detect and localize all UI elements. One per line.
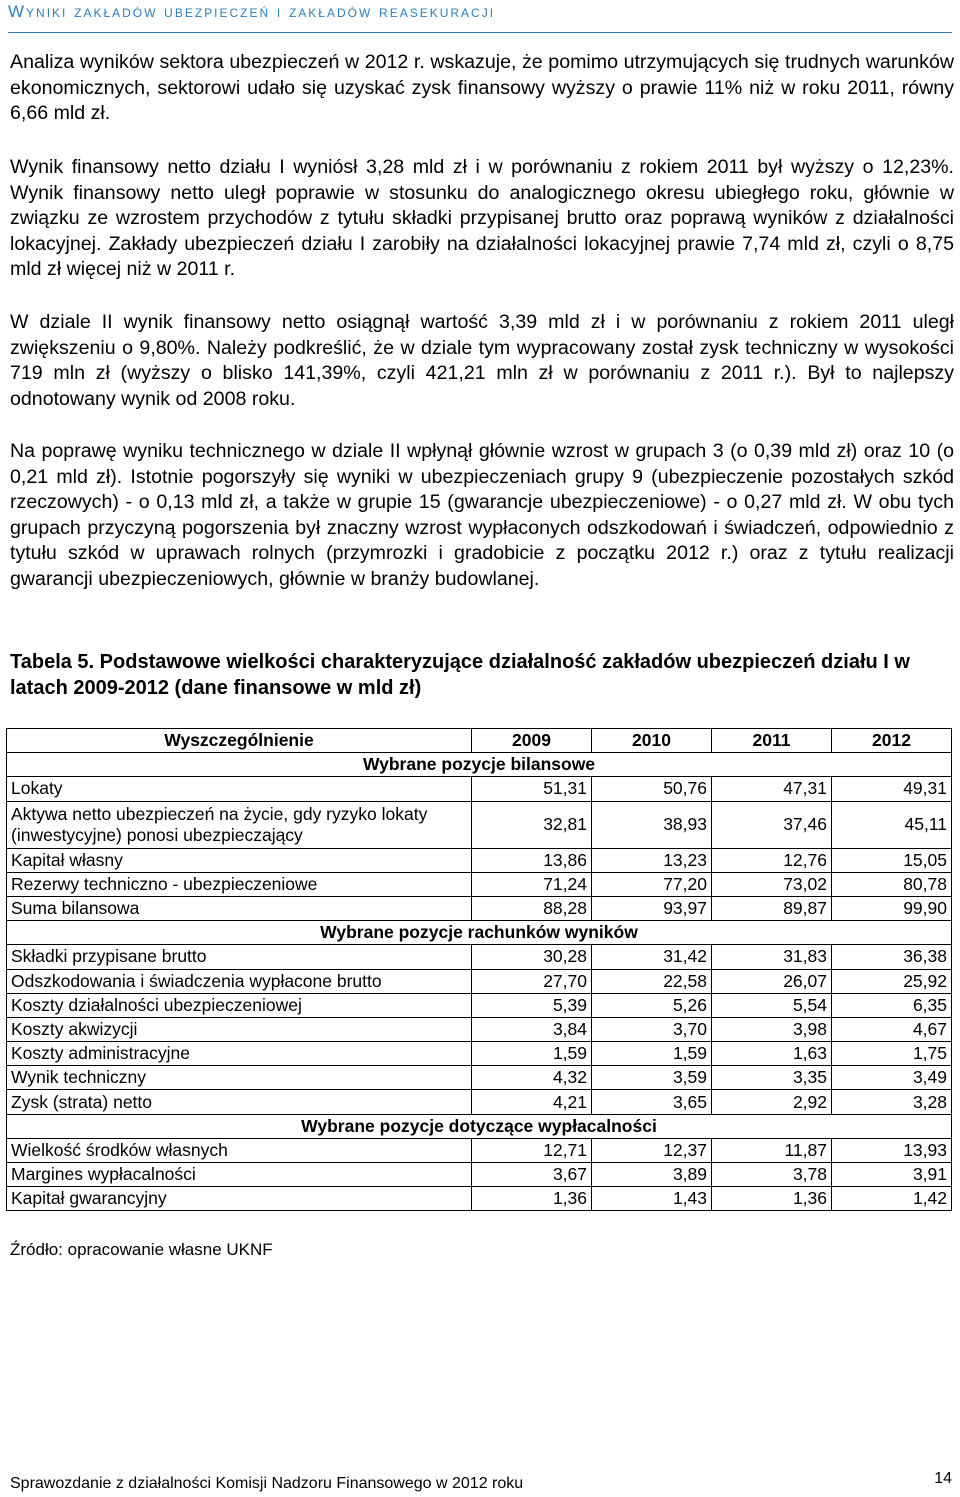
row-label: Suma bilansowa bbox=[7, 896, 472, 920]
column-header: 2009 bbox=[472, 729, 592, 753]
column-header: 2012 bbox=[832, 729, 952, 753]
cell-value: 3,91 bbox=[832, 1163, 952, 1187]
table-row bbox=[7, 872, 952, 896]
cell-value: 36,38 bbox=[832, 945, 952, 969]
cell-value: 5,26 bbox=[592, 993, 712, 1017]
table-row bbox=[7, 848, 952, 872]
cell-value: 1,42 bbox=[832, 1187, 952, 1211]
row-label: Odszkodowania i świadczenia wypłacone brutto bbox=[7, 969, 472, 993]
cell-value: 51,31 bbox=[472, 777, 592, 801]
cell-value: 3,49 bbox=[832, 1066, 952, 1090]
cell-value: 47,31 bbox=[712, 777, 832, 801]
cell-value: 3,98 bbox=[712, 1017, 832, 1041]
cell-value: 4,21 bbox=[472, 1090, 592, 1114]
table-row bbox=[7, 1163, 952, 1187]
row-label: Margines wypłacalności bbox=[7, 1163, 472, 1187]
cell-value: 50,76 bbox=[592, 777, 712, 801]
cell-value: 31,83 bbox=[712, 945, 832, 969]
table-row bbox=[7, 1066, 952, 1090]
cell-value: 12,76 bbox=[712, 848, 832, 872]
cell-value: 12,71 bbox=[472, 1138, 592, 1162]
column-header: 2011 bbox=[712, 729, 832, 753]
cell-value: 12,37 bbox=[592, 1138, 712, 1162]
cell-value: 45,11 bbox=[832, 801, 952, 848]
row-label: Wynik techniczny bbox=[7, 1066, 472, 1090]
paragraph-2: Wynik finansowy netto działu I wyniósł 3,28 mld zł i w porównaniu z rokiem 2011 był wyższy o 12,23%. Wynik finansowy netto uległ poprawie w stosunku do analogicznego okresu ubiegłego roku, głównie w związku ze wzrostem przychodów z tytułu składki przypisanej brutto oraz poprawą wyników z działalności lokacyjnej. Zakłady ubezpieczeń działu I zarobiły na działalności lokacyjnej prawie 7,74 mld zł, czyli o 8,75 mld zł więcej niż w 2011 r. bbox=[10, 156, 954, 280]
cell-value: 88,28 bbox=[472, 896, 592, 920]
financial-table bbox=[6, 728, 952, 1211]
table-row bbox=[7, 1187, 952, 1211]
cell-value: 1,43 bbox=[592, 1187, 712, 1211]
column-header: 2010 bbox=[592, 729, 712, 753]
cell-value: 13,93 bbox=[832, 1138, 952, 1162]
cell-value: 77,20 bbox=[592, 872, 712, 896]
cell-value: 3,28 bbox=[832, 1090, 952, 1114]
table-row bbox=[7, 969, 952, 993]
cell-value: 3,78 bbox=[712, 1163, 832, 1187]
cell-value: 4,67 bbox=[832, 1017, 952, 1041]
cell-value: 3,59 bbox=[592, 1066, 712, 1090]
cell-value: 3,65 bbox=[592, 1090, 712, 1114]
cell-value: 99,90 bbox=[832, 896, 952, 920]
cell-value: 1,63 bbox=[712, 1042, 832, 1066]
cell-value: 49,31 bbox=[832, 777, 952, 801]
cell-value: 3,67 bbox=[472, 1163, 592, 1187]
paragraph-3: W dziale II wynik finansowy netto osiągnął wartość 3,39 mld zł i w porównaniu z rokiem 2011 uległ zwiększeniu o 9,80%. Należy podkreślić, że w dziale tym wypracowany został zysk techniczny w wysokości 719 mln zł (wyższy o blisko 141,39%, czyli 421,21 mln zł w porównaniu z 2011 r.). Był to najlepszy odnotowany wynik od 2008 roku. bbox=[10, 311, 954, 410]
cell-value: 13,23 bbox=[592, 848, 712, 872]
table-row bbox=[7, 801, 952, 848]
row-label: Koszty akwizycji bbox=[7, 1017, 472, 1041]
cell-value: 1,36 bbox=[472, 1187, 592, 1211]
section-row bbox=[7, 921, 952, 945]
cell-value: 1,75 bbox=[832, 1042, 952, 1066]
cell-value: 71,24 bbox=[472, 872, 592, 896]
cell-value: 30,28 bbox=[472, 945, 592, 969]
table-caption: Tabela 5. Podstawowe wielkości charakteryzujące działalność zakładów ubezpieczeń działu I w latach 2009-2012 (dane finansowe w mld zł) bbox=[10, 651, 910, 699]
cell-value: 89,87 bbox=[712, 896, 832, 920]
cell-value: 3,84 bbox=[472, 1017, 592, 1041]
header-divider bbox=[8, 32, 952, 33]
cell-value: 2,92 bbox=[712, 1090, 832, 1114]
cell-value: 37,46 bbox=[712, 801, 832, 848]
table-row bbox=[7, 993, 952, 1017]
section-title: Wybrane pozycje bilansowe bbox=[7, 753, 952, 777]
cell-value: 5,39 bbox=[472, 993, 592, 1017]
cell-value: 80,78 bbox=[832, 872, 952, 896]
cell-value: 22,58 bbox=[592, 969, 712, 993]
table-row bbox=[7, 1090, 952, 1114]
row-label: Rezerwy techniczno - ubezpieczeniowe bbox=[7, 872, 472, 896]
cell-value: 32,81 bbox=[472, 801, 592, 848]
cell-value: 4,32 bbox=[472, 1066, 592, 1090]
cell-value: 3,70 bbox=[592, 1017, 712, 1041]
page-number: 14 bbox=[934, 1470, 952, 1487]
paragraph-4: Na poprawę wyniku technicznego w dziale II wpłynął głównie wzrost w grupach 3 (o 0,39 mld zł) oraz 10 (o 0,21 mld zł). Istotnie pogorszyły się wyniki w ubezpieczeniach grupy 9 (ubezpieczenie pozostałych szkód rzeczowych) - o 0,13 mld zł, a także w grupie 15 (gwarancje ubezpieczeniowe) - o 0,27 mld zł. W obu tych grupach przyczyną pogorszenia był znaczny wzrost wypłaconych odszkodowań i świadczeń, odpowiednio z tytułu szkód w uprawach rolnych (przymrozki i gradobicie z początku 2012 r.) oraz z tytułu realizacji gwarancji ubezpieczeniowych, głównie w branży budowlanej. bbox=[10, 440, 954, 590]
table-row bbox=[7, 945, 952, 969]
paragraph-1: Analiza wyników sektora ubezpieczeń w 2012 r. wskazuje, że pomimo utrzymujących się trudnych warunków ekonomicznych, sektorowi udało się uzyskać zysk finansowy wyższy o prawie 11% niż w roku 2011, równy 6,66 mld zł. bbox=[10, 51, 954, 124]
section-header: Wyniki zakładów ubezpieczeń i zakładów reasekuracji bbox=[8, 2, 496, 21]
table-row bbox=[7, 1017, 952, 1041]
cell-value: 6,35 bbox=[832, 993, 952, 1017]
cell-value: 38,93 bbox=[592, 801, 712, 848]
table-header-row bbox=[7, 729, 952, 753]
cell-value: 3,89 bbox=[592, 1163, 712, 1187]
cell-value: 31,42 bbox=[592, 945, 712, 969]
section-row bbox=[7, 1114, 952, 1138]
cell-value: 15,05 bbox=[832, 848, 952, 872]
source-note: Źródło: opracowanie własne UKNF bbox=[10, 1240, 273, 1259]
section-title: Wybrane pozycje rachunków wyników bbox=[7, 921, 952, 945]
cell-value: 93,97 bbox=[592, 896, 712, 920]
table-row bbox=[7, 1042, 952, 1066]
section-title: Wybrane pozycje dotyczące wypłacalności bbox=[7, 1114, 952, 1138]
cell-value: 3,35 bbox=[712, 1066, 832, 1090]
footer-text: Sprawozdanie z działalności Komisji Nadzoru Finansowego w 2012 roku bbox=[10, 1475, 524, 1492]
row-label: Zysk (strata) netto bbox=[7, 1090, 472, 1114]
cell-value: 25,92 bbox=[832, 969, 952, 993]
row-label: Koszty działalności ubezpieczeniowej bbox=[7, 993, 472, 1017]
cell-value: 73,02 bbox=[712, 872, 832, 896]
row-label: Koszty administracyjne bbox=[7, 1042, 472, 1066]
row-label: Wielkość środków własnych bbox=[7, 1138, 472, 1162]
row-label: Aktywa netto ubezpieczeń na życie, gdy ryzyko lokaty (inwestycyjne) ponosi ubezpieczający bbox=[7, 801, 472, 848]
section-row bbox=[7, 753, 952, 777]
cell-value: 11,87 bbox=[712, 1138, 832, 1162]
cell-value: 27,70 bbox=[472, 969, 592, 993]
row-label: Kapitał własny bbox=[7, 848, 472, 872]
cell-value: 1,59 bbox=[592, 1042, 712, 1066]
cell-value: 1,59 bbox=[472, 1042, 592, 1066]
cell-value: 26,07 bbox=[712, 969, 832, 993]
row-label: Składki przypisane brutto bbox=[7, 945, 472, 969]
table-row bbox=[7, 1138, 952, 1162]
column-header: Wyszczególnienie bbox=[7, 729, 472, 753]
cell-value: 13,86 bbox=[472, 848, 592, 872]
cell-value: 5,54 bbox=[712, 993, 832, 1017]
row-label: Lokaty bbox=[7, 777, 472, 801]
row-label: Kapitał gwarancyjny bbox=[7, 1187, 472, 1211]
cell-value: 1,36 bbox=[712, 1187, 832, 1211]
table-row bbox=[7, 896, 952, 920]
table-row bbox=[7, 777, 952, 801]
